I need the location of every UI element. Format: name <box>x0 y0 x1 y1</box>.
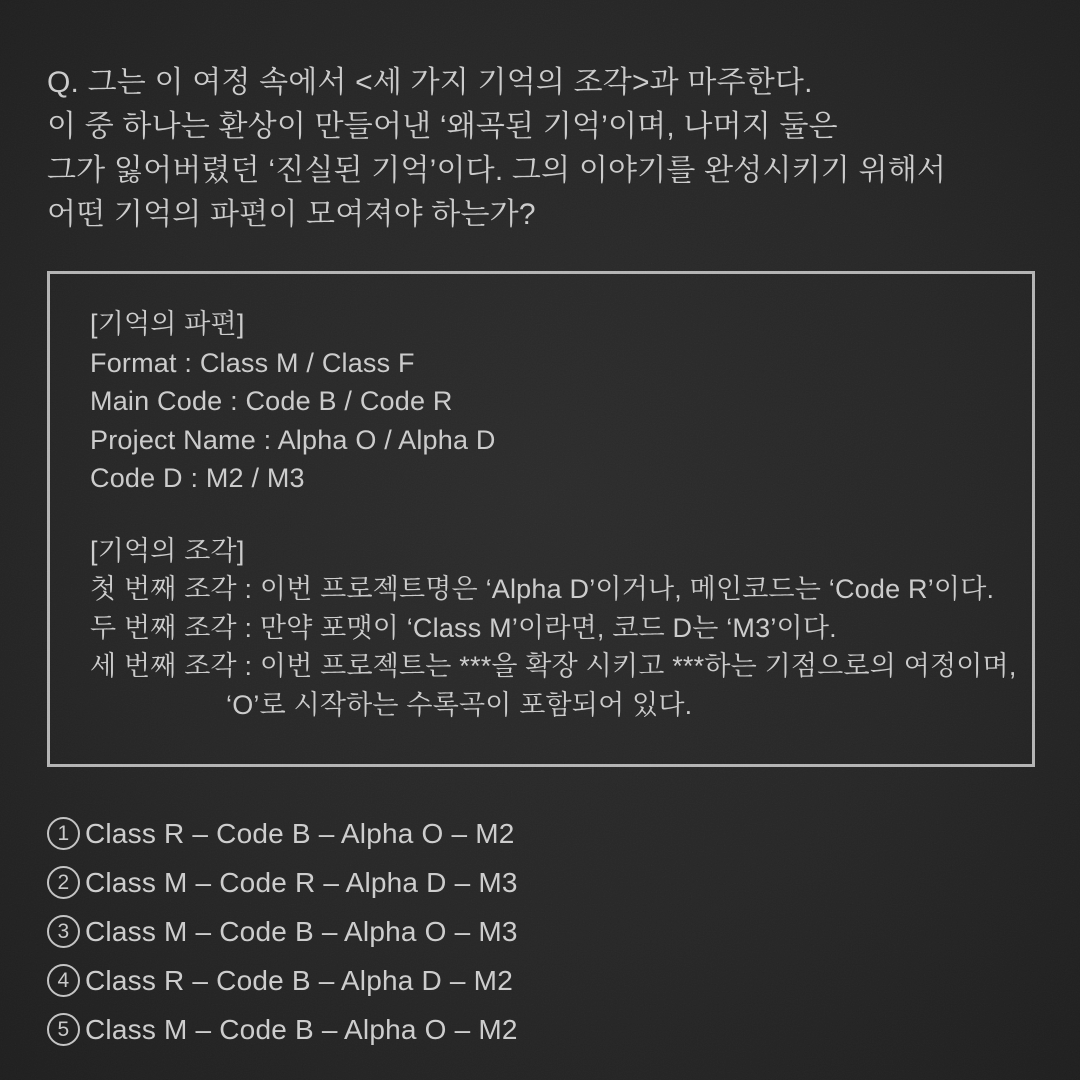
answer-options <box>47 817 1037 1062</box>
option-5-text: Class M – Code B – Alpha O – M2 <box>85 1013 518 1045</box>
option-3-text: Class M – Code B – Alpha O – M3 <box>85 915 518 947</box>
option-2-number-circle: 2 <box>47 866 80 899</box>
question-line: 그가 잃어버렸던 ‘진실된 기억’이다. 그의 이야기를 완성시키기 위해서 <box>47 154 947 187</box>
pieces-item-second: 두 번째 조각 : 만약 포맷이 ‘Class M’이라면, 코드 D는 ‘M3’이다. <box>90 612 837 643</box>
option-2 <box>47 866 1037 899</box>
question-line: 이 중 하나는 환상이 만들어낸 ‘왜곡된 기억’이며, 나머지 둘은 <box>47 110 838 143</box>
memory-box <box>47 271 1035 767</box>
pieces-heading: [기억의 조각] <box>90 535 245 566</box>
option-1-text: Class R – Code B – Alpha O – M2 <box>85 817 515 849</box>
option-5 <box>47 1013 1037 1046</box>
option-4-text: Class R – Code B – Alpha D – M2 <box>85 964 513 996</box>
fragments-heading: [기억의 파편] <box>90 309 245 339</box>
question-line: Q. 그는 이 여정 속에서 <세 가지 기억의 조각>과 마주한다. <box>47 66 813 99</box>
section-gap <box>90 498 1002 532</box>
option-1-number-circle: 1 <box>47 817 80 850</box>
question-text <box>47 61 1037 237</box>
option-5-number-circle: 5 <box>47 1013 80 1046</box>
option-3-number-circle: 3 <box>47 915 80 948</box>
pieces-item-third: 세 번째 조각 : 이번 프로젝트는 ***을 확장 시키고 ***하는 기점으로의 여정이며, <box>90 651 1017 681</box>
fragments-item-format: Format : Class M / Class F <box>90 347 415 378</box>
pieces-item-third-continued: ‘O’로 시작하는 수록곡이 포함되어 있다. <box>226 689 693 720</box>
option-4-number-circle: 4 <box>47 964 80 997</box>
option-4 <box>47 964 1037 997</box>
fragments-item-project-name: Project Name : Alpha O / Alpha D <box>90 424 496 455</box>
question-line: 어떤 기억의 파편이 모여져야 하는가? <box>47 198 536 231</box>
option-2-text: Class M – Code R – Alpha D – M3 <box>85 866 518 898</box>
fragments-item-code-d: Code D : M2 / M3 <box>90 463 305 493</box>
pieces-item-first: 첫 번째 조각 : 이번 프로젝트명은 ‘Alpha D’이거나, 메인코드는 ‘Code R’이다. <box>90 574 995 604</box>
option-1 <box>47 817 1037 850</box>
fragments-item-main-code: Main Code : Code B / Code R <box>90 386 453 416</box>
option-3 <box>47 915 1037 948</box>
